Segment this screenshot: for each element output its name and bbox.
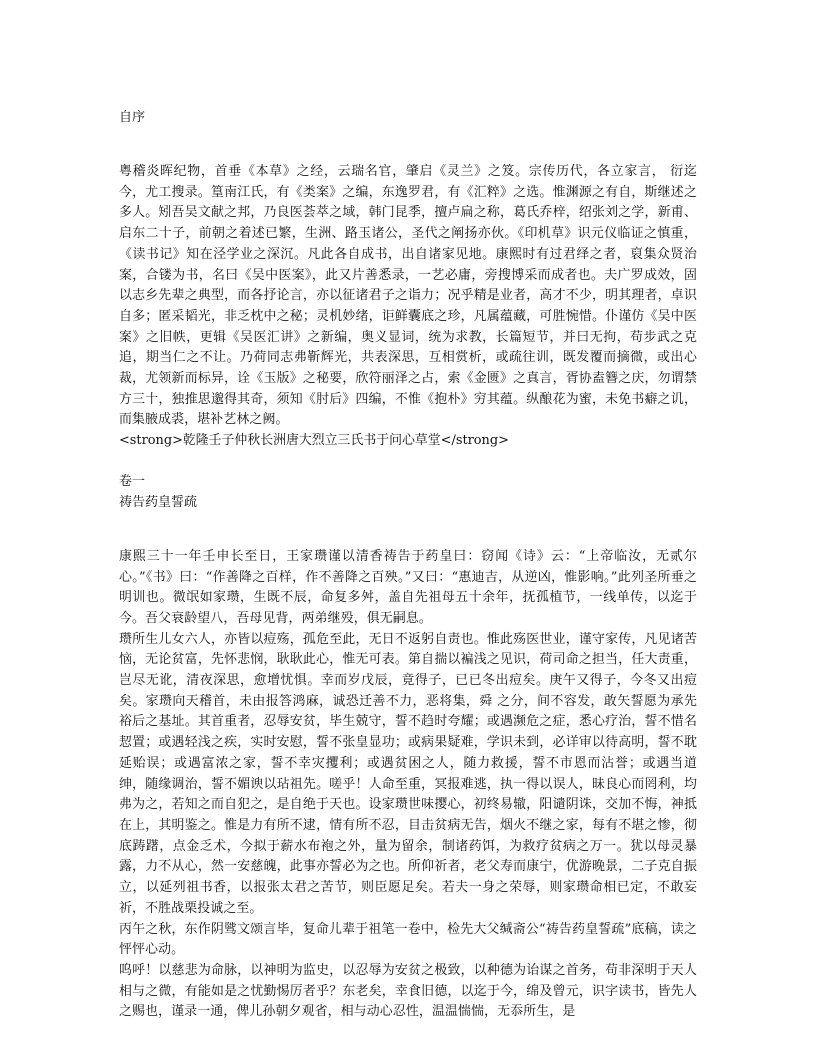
document-page <box>119 108 697 1023</box>
volume-label: 卷一 <box>119 473 146 489</box>
volume-title: 祷告药皇誓疏 <box>119 494 198 510</box>
preface-body: 粤稽炎晖纪物，首垂《本草》之经，云瑞名官，肇启《灵兰》之笈。宗传历代，各立家言， 衍迄今，尤工搜录。篁南江氏，有《类案》之编，东逸罗君，有《汇粹》之选。惟渊源之有自，斯继述之多人。矧吾吴文献之邦，乃良医荟萃之域，韩门昆季，擅卢扁之称，葛氏乔梓，绍张刘之学，新甫、启东二十子，前朝之着述已繁，生洲、路玉诸公，圣代之阐扬亦伙。《印机草》识元仪临证之慎重，《读书记》知在泾学业之深沉。凡此各自成书，出自诸家见地。康熙时有过君绎之者，裒集众贤治案，合镂为书，名曰《吴中医案》，此又片善悉录，一艺必庸，旁搜博采而成者也。夫广罗成效，固以志乡先辈之典型，而各抒论言，亦以征诸君子之诣力；况乎精是业者，高才不少，明其理者，卓识自多；匿采韬光，非乏枕中之秘；灵机妙绪，讵鲜囊底之珍，凡属蕴藏，可胜惋惜。仆谨仿《吴中医案》之旧帙，更辑《吴医汇讲》之新编，奥义显词，统为求教，长篇短节，并曰无拘，苟步武之克追，期当仁之不让。乃荷同志弗靳辉光，共表深思，互相赏析，或疏往训，既发覆而摘微，或出心裁，尤领新而标异，诠《玉版》之秘要，欣符丽泽之占，索《金匮》之真言，胥协盍簪之庆，勿谓禁方三十，独推思邈得其奇，须知《肘后》四编，不惟《抱朴》穷其蕴。纵酿花为蜜，未免书癖之讥，而集腋成裘，堪补艺林之阙。 <box>119 164 697 428</box>
preface-title: 自序 <box>119 110 146 125</box>
prayer-body <box>119 547 697 1023</box>
prayer-paragraph-1: 康熙三十一年壬申长至日，王家瓒谨以清香祷告于药皇曰：窃闻《诗》云：“上帝临汝，无贰尔心。”《书》曰：“作善降之百样，作不善降之百殃。”又曰：“惠迪吉，从逆凶，惟影响。”此列圣所垂之明训也。微氓如家瓒，生既不辰，命复多舛，盖自先祖母五十余年，抚孤植节，一线单传，以迄于今。吾父衰龄望八，吾母见背，两弟继殁，俱无嗣息。 <box>119 548 697 626</box>
prayer-paragraph-2: 瓒所生儿女六人，亦皆以痘殇，孤危至此，无日不返躬自责也。惟此殇医世业，谨守家传，凡见诸苦恼，无论贫富，先怀悲悯，耿耿此心，惟无可表。第自揣以褊浅之见识，荷司命之担当，任大责重，岂尽无讹，清夜深思，愈增忧惧。幸而岁戊辰，竟得子，已已冬出痘矣。庚午又得子，今冬又出痘矣。家瓒向天稽首，未由报答鸿麻，诚恐迁善不力，恶将集，舜 之分，间不容发，敢矢誓愿为承先裕后之基址。其首重者，忍辱安贫，毕生兢守，誓不趋时夸耀；或遇濒危之症，悉心疗治，誓不惜名恝置；或遇轻浅之疾，实时安慰，誓不张皇显功；或病果疑难，学识未到，必详审以待高明，誓不耽延贻误；或遇富浓之家，誓不幸灾攫利；或遇贫困之人，随力救援，誓不市恩而沾誉；或遇当道 绅，随缘调治，誓不媚谀以玷祖先。嗟乎！人命至重，冥报难逃，执一得以误人，昧良心而罔利，均弗为之，若知之而自犯之，是自绝于天也。设家瓒世味撄心，初终易辙，阳谴阴诛，交加不悔，神抵在上，其明鉴之。惟是力有所不逮，情有所不忍，目击贫病无告，烟火不继之家，每有不堪之惨，彻底踌躇，点金乏术，今拟于薪水布袍之外，量为留余，制诸药饵，为救疗贫病之万一。犹以母灵暴露，力不从心，然一安慈魄，此事亦誓必为之也。所仰祈者，老父寿而康宁，优游晚景，二子克自振立，以延列祖书香，以报张太君之苦节，则臣愿足矣。若夫一身之荣辱，则家瓒命相已定，不敢妄祈，不胜战栗投诚之至。 <box>119 631 697 916</box>
prayer-paragraph-4: 呜呼！以慈悲为命脉，以神明为监史，以忍辱为安贫之极致，以种德为诒谋之首务，苟非深明于天人相与之微，有能如是之忧勤惕厉者乎？东老矣，幸食旧德，以迄于今，绵及曾元，识字读书，皆先人之赐也，谨录一通，俾儿孙朝夕观省，相与动心忍性，温温惴惴，无忝所生，是 <box>119 962 697 1020</box>
preface-signature: <strong>乾隆壬子仲秋长洲唐大烈立三氏书于问心草堂</strong> <box>119 433 509 449</box>
prayer-paragraph-3: 丙午之秋，东作阴骘文颂言毕，复命儿辈于祖笔一卷中，检先大父缄斋公“祷告药皇誓疏”底稿，读之怦怦心动。 <box>119 921 697 958</box>
